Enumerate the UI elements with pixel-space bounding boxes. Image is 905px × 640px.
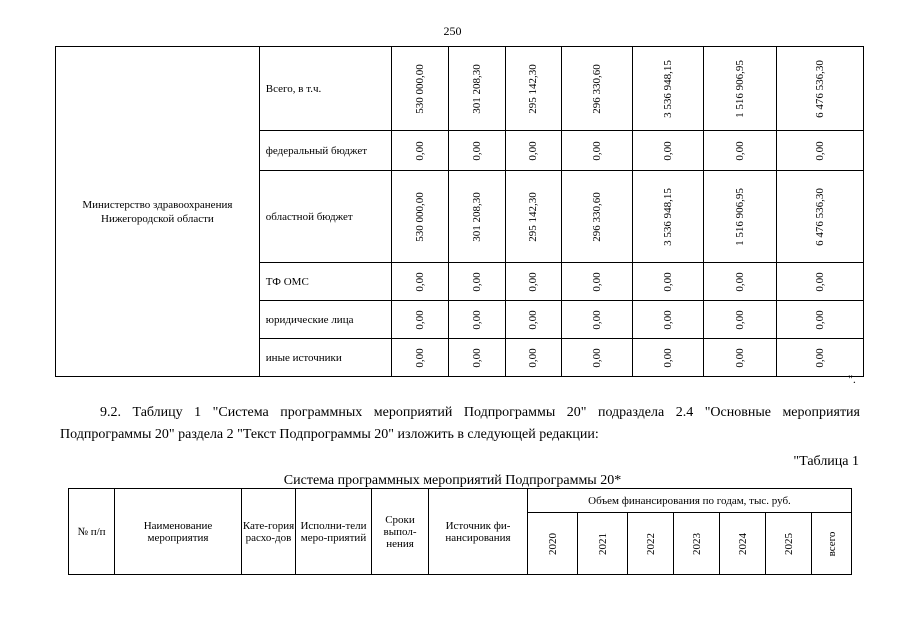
value-cell [633, 171, 704, 263]
year-label: 2025 [782, 532, 795, 555]
col-header-number: № п/п [69, 489, 115, 575]
value-text: 0,00 [814, 309, 827, 330]
col-header-funding: Объем финансирования по годам, тыс. руб. [528, 489, 852, 513]
page-number: 250 [443, 24, 462, 38]
value-text: 296 330,60 [591, 63, 604, 114]
value-cell [391, 131, 448, 171]
value-text: 0,00 [591, 140, 604, 161]
value-text: 0,00 [662, 140, 675, 161]
value-text: 301 208,30 [470, 63, 483, 114]
year-header-cell [674, 513, 720, 575]
value-cell [777, 339, 864, 377]
value-text: 295 142,30 [527, 191, 540, 242]
value-cell [704, 171, 777, 263]
amendment-paragraph: 9.2. Таблицу 1 "Система программных мероприятий Подпрограммы 20" подраздела 2.4 "Основные мероприятия Подпрограммы 20" раздела 2 "Текст Подпрограммы 20" изложить в следующей редакции: [60, 405, 860, 442]
value-cell [704, 47, 777, 131]
value-cell [562, 301, 633, 339]
value-cell [704, 301, 777, 339]
value-cell [505, 171, 562, 263]
year-header-cell [628, 513, 674, 575]
value-cell [633, 263, 704, 301]
value-text: 0,00 [814, 271, 827, 292]
value-text: 0,00 [591, 309, 604, 330]
value-text: 3 536 948,15 [662, 187, 675, 246]
value-cell [704, 131, 777, 171]
col-header-name: Наименование мероприятия [115, 489, 242, 575]
value-cell [777, 301, 864, 339]
value-cell [562, 131, 633, 171]
value-cell [633, 301, 704, 339]
col-header-executors: Исполни-тели меро-приятий [296, 489, 372, 575]
year-header-cell [720, 513, 766, 575]
value-text: 296 330,60 [591, 191, 604, 242]
program-measures-header-table [68, 488, 852, 575]
value-cell [633, 339, 704, 377]
value-cell [777, 263, 864, 301]
financing-table [55, 46, 864, 377]
col-header-category: Кате-гория расхо-дов [242, 489, 296, 575]
value-cell [704, 263, 777, 301]
value-text: 530 000,00 [413, 63, 426, 114]
value-cell [562, 339, 633, 377]
value-text: 1 516 906,95 [734, 187, 747, 246]
value-cell [391, 301, 448, 339]
value-text: 0,00 [814, 347, 827, 368]
value-text: 0,00 [734, 309, 747, 330]
value-text: 295 142,30 [527, 63, 540, 114]
value-text: 6 476 536,30 [814, 187, 827, 246]
value-cell [505, 301, 562, 339]
value-cell [448, 263, 505, 301]
value-text: 0,00 [591, 271, 604, 292]
value-text: 3 536 948,15 [662, 59, 675, 118]
value-text: 0,00 [662, 309, 675, 330]
value-cell [448, 171, 505, 263]
value-text: 0,00 [662, 271, 675, 292]
year-label: всего [825, 531, 838, 556]
value-text: 530 000,00 [413, 191, 426, 242]
source-cell: юридические лица [259, 301, 391, 339]
value-text: 301 208,30 [470, 191, 483, 242]
year-label: 2022 [644, 532, 657, 555]
source-cell: областной бюджет [259, 171, 391, 263]
value-cell [562, 263, 633, 301]
value-cell [505, 263, 562, 301]
value-cell [633, 131, 704, 171]
value-cell [777, 131, 864, 171]
value-text: 0,00 [470, 140, 483, 161]
value-text: 0,00 [413, 271, 426, 292]
value-text: 6 476 536,30 [814, 59, 827, 118]
value-cell [391, 339, 448, 377]
value-text: 0,00 [734, 271, 747, 292]
value-cell [391, 171, 448, 263]
value-cell [562, 171, 633, 263]
value-cell [505, 47, 562, 131]
year-label: 2024 [736, 532, 749, 555]
value-cell [391, 263, 448, 301]
value-text: 0,00 [413, 309, 426, 330]
value-cell [448, 339, 505, 377]
value-text: 0,00 [413, 140, 426, 161]
year-header-cell [766, 513, 812, 575]
value-cell [448, 301, 505, 339]
value-cell [777, 171, 864, 263]
value-text: 0,00 [470, 347, 483, 368]
year-label: 2023 [690, 532, 703, 555]
year-label: 2020 [546, 532, 559, 555]
source-cell: федеральный бюджет [259, 131, 391, 171]
value-text: 1 516 906,95 [734, 59, 747, 118]
year-header-cell [528, 513, 578, 575]
value-text: 0,00 [662, 347, 675, 368]
value-text: 0,00 [470, 309, 483, 330]
organization-cell: Министерство здравоохранения Нижегородской области [56, 47, 260, 377]
value-text: 0,00 [591, 347, 604, 368]
financing-row [56, 47, 864, 131]
source-cell: ТФ ОМС [259, 263, 391, 301]
value-cell [777, 47, 864, 131]
value-cell [448, 47, 505, 131]
year-header-cell [812, 513, 852, 575]
value-text: 0,00 [413, 347, 426, 368]
year-header-cell [578, 513, 628, 575]
value-text: 0,00 [527, 347, 540, 368]
year-label: 2021 [596, 532, 609, 555]
table-title: Система программных мероприятий Подпрограммы 20* [283, 473, 622, 488]
value-cell [448, 131, 505, 171]
value-text: 0,00 [470, 271, 483, 292]
table-label: "Таблица 1 [793, 454, 859, 469]
closing-quote: ". [848, 372, 856, 386]
value-cell [704, 339, 777, 377]
value-cell [562, 47, 633, 131]
value-text: 0,00 [527, 309, 540, 330]
value-text: 0,00 [734, 347, 747, 368]
source-cell: Всего, в т.ч. [259, 47, 391, 131]
value-cell [391, 47, 448, 131]
value-text: 0,00 [814, 140, 827, 161]
value-cell [505, 339, 562, 377]
value-text: 0,00 [527, 140, 540, 161]
value-cell [505, 131, 562, 171]
value-text: 0,00 [734, 140, 747, 161]
source-cell: иные источники [259, 339, 391, 377]
col-header-terms: Сроки выпол-нения [372, 489, 429, 575]
value-cell [633, 47, 704, 131]
col-header-source: Источник фи-нансирования [429, 489, 528, 575]
value-text: 0,00 [527, 271, 540, 292]
